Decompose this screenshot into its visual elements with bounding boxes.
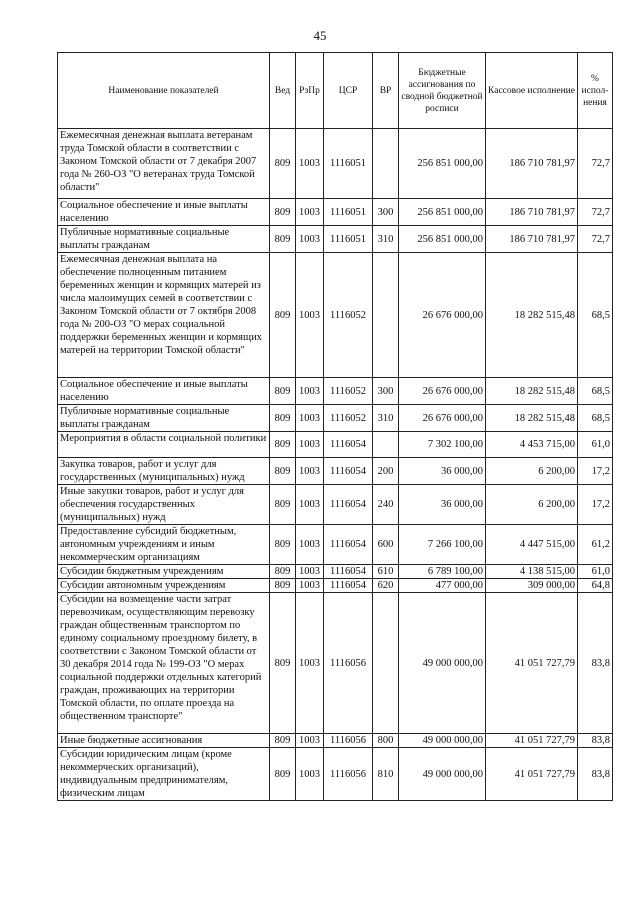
table-cell-cash: 41 051 727,79 [486, 748, 578, 801]
table-cell-name: Ежемесячная денежная выплата ветеранам труда Томской области в соответствии с Законом Томской области от 7 декабря 2007 года № 260-ОЗ "О ветеранах труда Томской области" [58, 129, 270, 199]
table-cell-cash: 6 200,00 [486, 458, 578, 485]
table-cell-cash: 41 051 727,79 [486, 734, 578, 748]
table-cell-ved: 809 [270, 579, 296, 593]
table-row [58, 405, 613, 432]
table-cell-cash: 18 282 515,48 [486, 378, 578, 405]
table-cell-rzpr: 1003 [296, 748, 324, 801]
table-cell-csr: 1116052 [324, 405, 373, 432]
table-cell-percent: 61,0 [578, 565, 613, 579]
table-cell-vr: 300 [373, 378, 399, 405]
header-rzpr: РзПр [296, 53, 324, 129]
table-row [58, 734, 613, 748]
table-cell-budget: 256 851 000,00 [399, 129, 486, 199]
table-cell-name: Мероприятия в области социальной политики [58, 432, 270, 458]
table-cell-budget: 256 851 000,00 [399, 226, 486, 253]
table-cell-name: Социальное обеспечение и иные выплаты населению [58, 199, 270, 226]
table-cell-csr: 1116056 [324, 748, 373, 801]
table-row [58, 458, 613, 485]
table-cell-csr: 1116054 [324, 525, 373, 565]
table-cell-percent: 83,8 [578, 748, 613, 801]
table-cell-name: Закупка товаров, работ и услуг для государственных (муниципальных) нужд [58, 458, 270, 485]
table-cell-budget: 26 676 000,00 [399, 405, 486, 432]
header-percent: % испол-нения [578, 53, 613, 129]
table-cell-budget: 49 000 000,00 [399, 734, 486, 748]
table-cell-budget: 256 851 000,00 [399, 199, 486, 226]
table-cell-rzpr: 1003 [296, 525, 324, 565]
table-cell-ved: 809 [270, 565, 296, 579]
table-cell-percent: 72,7 [578, 199, 613, 226]
table-cell-percent: 17,2 [578, 485, 613, 525]
table-cell-cash: 309 000,00 [486, 579, 578, 593]
table-cell-ved: 809 [270, 734, 296, 748]
table-cell-name: Публичные нормативные социальные выплаты гражданам [58, 405, 270, 432]
table-cell-cash: 186 710 781,97 [486, 199, 578, 226]
table-cell-rzpr: 1003 [296, 405, 324, 432]
header-vr: ВР [373, 53, 399, 129]
table-cell-vr [373, 432, 399, 458]
table-cell-vr: 810 [373, 748, 399, 801]
page-number: 45 [313, 28, 327, 43]
table-cell-csr: 1116054 [324, 458, 373, 485]
table-cell-cash: 18 282 515,48 [486, 253, 578, 378]
table-cell-percent: 64,8 [578, 579, 613, 593]
table-cell-csr: 1116054 [324, 579, 373, 593]
table-cell-percent: 72,7 [578, 129, 613, 199]
table-cell-cash: 186 710 781,97 [486, 226, 578, 253]
table-cell-name: Иные закупки товаров, работ и услуг для обеспечения государственных (муниципальных) нужд [58, 485, 270, 525]
table-row [58, 485, 613, 525]
header-name: Наименование показателей [58, 53, 270, 129]
table-cell-name: Субсидии бюджетным учреждениям [58, 565, 270, 579]
table-cell-ved: 809 [270, 405, 296, 432]
table-cell-budget: 26 676 000,00 [399, 378, 486, 405]
table-cell-budget: 7 266 100,00 [399, 525, 486, 565]
table-cell-rzpr: 1003 [296, 734, 324, 748]
header-ved: Вед [270, 53, 296, 129]
table-cell-ved: 809 [270, 378, 296, 405]
table-cell-ved: 809 [270, 525, 296, 565]
table-cell-percent: 68,5 [578, 253, 613, 378]
table-cell-rzpr: 1003 [296, 565, 324, 579]
table-row [58, 579, 613, 593]
table-row [58, 565, 613, 579]
table-cell-rzpr: 1003 [296, 129, 324, 199]
table-cell-percent: 83,8 [578, 734, 613, 748]
table-cell-name: Социальное обеспечение и иные выплаты населению [58, 378, 270, 405]
table-cell-percent: 17,2 [578, 458, 613, 485]
table-cell-percent: 68,5 [578, 405, 613, 432]
table-cell-ved: 809 [270, 748, 296, 801]
table-cell-rzpr: 1003 [296, 253, 324, 378]
table-cell-ved: 809 [270, 129, 296, 199]
table-cell-ved: 809 [270, 458, 296, 485]
table-row [58, 432, 613, 458]
table-cell-percent: 61,0 [578, 432, 613, 458]
table-cell-rzpr: 1003 [296, 199, 324, 226]
table-cell-rzpr: 1003 [296, 458, 324, 485]
table-cell-budget: 477 000,00 [399, 579, 486, 593]
table-cell-percent: 61,2 [578, 525, 613, 565]
table-row [58, 226, 613, 253]
table-cell-ved: 809 [270, 593, 296, 734]
table-cell-name: Предоставление субсидий бюджетным, автономным учреждениям и иным некоммерческим организациям [58, 525, 270, 565]
table-cell-cash: 4 138 515,00 [486, 565, 578, 579]
table-cell-vr: 310 [373, 405, 399, 432]
table-cell-vr: 310 [373, 226, 399, 253]
table-cell-ved: 809 [270, 253, 296, 378]
table-cell-ved: 809 [270, 485, 296, 525]
table-cell-rzpr: 1003 [296, 593, 324, 734]
table-cell-vr: 800 [373, 734, 399, 748]
table-cell-cash: 4 447 515,00 [486, 525, 578, 565]
table-header-row [58, 53, 613, 129]
header-budget: Бюджетные ассигнования по сводной бюджетной росписи [399, 53, 486, 129]
table-cell-csr: 1116052 [324, 378, 373, 405]
table-cell-vr: 610 [373, 565, 399, 579]
table-cell-budget: 7 302 100,00 [399, 432, 486, 458]
table-row [58, 199, 613, 226]
table-cell-name: Публичные нормативные социальные выплаты гражданам [58, 226, 270, 253]
table-cell-budget: 36 000,00 [399, 458, 486, 485]
table-cell-percent: 83,8 [578, 593, 613, 734]
table-cell-vr: 240 [373, 485, 399, 525]
table-cell-ved: 809 [270, 226, 296, 253]
table-cell-budget: 26 676 000,00 [399, 253, 486, 378]
table-cell-cash: 4 453 715,00 [486, 432, 578, 458]
table-cell-rzpr: 1003 [296, 226, 324, 253]
table-cell-budget: 49 000 000,00 [399, 748, 486, 801]
table-cell-name: Субсидии на возмещение части затрат перевозчикам, осуществляющим перевозку граждан общественным транспортом по единому социальному проездному билету, в соответствии с Законом Томской области от 30 декабря 2014 года № 199-ОЗ "О мерах социальной поддержки отдельных категорий граждан, проживающих на территории Томской области, по оплате проезда на общественном транспорте" [58, 593, 270, 734]
table-cell-percent: 72,7 [578, 226, 613, 253]
table-cell-rzpr: 1003 [296, 378, 324, 405]
table-cell-rzpr: 1003 [296, 485, 324, 525]
table-cell-percent: 68,5 [578, 378, 613, 405]
table-cell-ved: 809 [270, 432, 296, 458]
table-cell-cash: 41 051 727,79 [486, 593, 578, 734]
table-cell-rzpr: 1003 [296, 579, 324, 593]
table-cell-name: Субсидии юридическим лицам (кроме некоммерческих организаций), индивидуальным предпринимателям, физическим лицам [58, 748, 270, 801]
table-cell-csr: 1116056 [324, 734, 373, 748]
table-cell-budget: 49 000 000,00 [399, 593, 486, 734]
table-cell-name: Субсидии автономным учреждениям [58, 579, 270, 593]
table-cell-cash: 18 282 515,48 [486, 405, 578, 432]
table-cell-csr: 1116054 [324, 485, 373, 525]
table-row [58, 253, 613, 378]
table-cell-name: Иные бюджетные ассигнования [58, 734, 270, 748]
table-cell-cash: 186 710 781,97 [486, 129, 578, 199]
table-row [58, 525, 613, 565]
table-cell-budget: 6 789 100,00 [399, 565, 486, 579]
table-cell-vr: 300 [373, 199, 399, 226]
header-cash: Кассовое исполнение [486, 53, 578, 129]
table-cell-rzpr: 1003 [296, 432, 324, 458]
table-cell-csr: 1116051 [324, 199, 373, 226]
table-row [58, 748, 613, 801]
table-cell-budget: 36 000,00 [399, 485, 486, 525]
table-cell-vr [373, 129, 399, 199]
table-cell-ved: 809 [270, 199, 296, 226]
table-cell-vr: 620 [373, 579, 399, 593]
table-cell-csr: 1116051 [324, 129, 373, 199]
table-cell-csr: 1116054 [324, 432, 373, 458]
table-cell-csr: 1116052 [324, 253, 373, 378]
table-cell-csr: 1116054 [324, 565, 373, 579]
table-cell-cash: 6 200,00 [486, 485, 578, 525]
header-csr: ЦСР [324, 53, 373, 129]
table-cell-vr [373, 253, 399, 378]
table-cell-csr: 1116056 [324, 593, 373, 734]
table-cell-csr: 1116051 [324, 226, 373, 253]
table-cell-vr: 600 [373, 525, 399, 565]
table-cell-name: Ежемесячная денежная выплата на обеспечение полноценным питанием беременных женщин и кормящих матерей из числа малоимущих семей в соответствии с Законом Томской области от 7 октября 2008 года № 200-ОЗ "О мерах социальной поддержки беременных женщин и кормящих матерей на территории Томской области" [58, 253, 270, 378]
table-row [58, 593, 613, 734]
budget-execution-table [57, 52, 613, 801]
table-row [58, 378, 613, 405]
table-cell-vr: 200 [373, 458, 399, 485]
table-cell-vr [373, 593, 399, 734]
table-row [58, 129, 613, 199]
